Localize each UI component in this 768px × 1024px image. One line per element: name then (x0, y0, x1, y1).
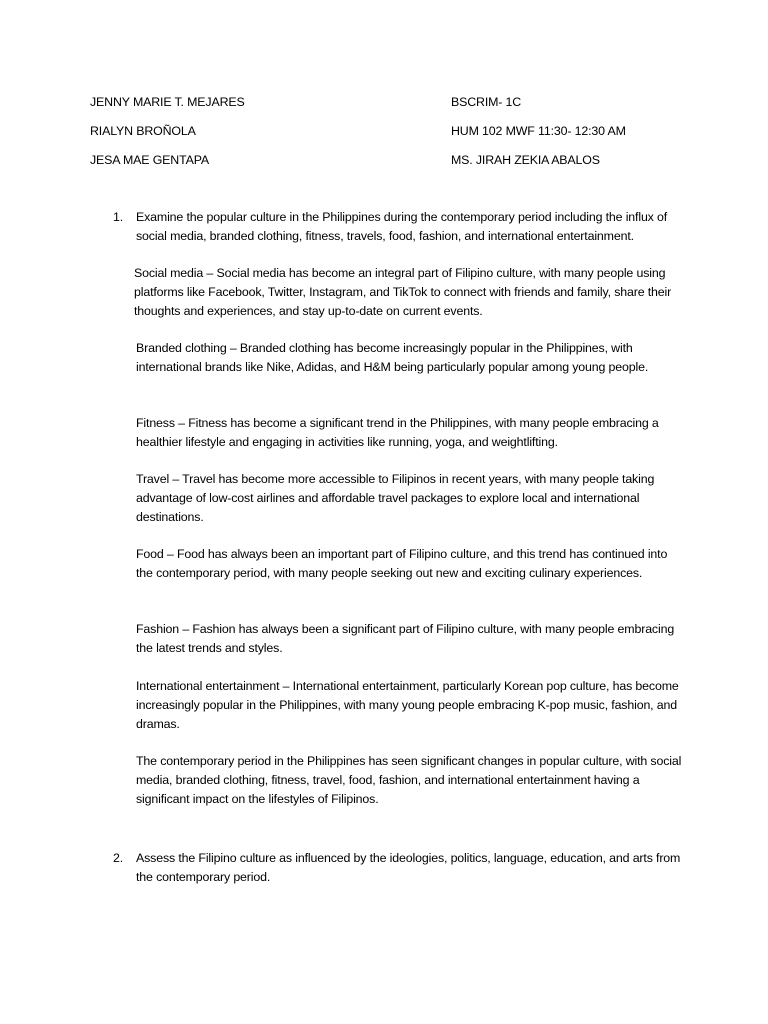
student-name-2: RIALYN BROÑOLA (90, 124, 196, 138)
paragraph-fashion: Fashion – Fashion has always been a significant part of Filipino culture, with many people embracing the latest trends and styles. (136, 622, 675, 655)
paragraph-fitness: Fitness – Fitness has become a significant trend in the Philippines, with many people embracing a healthier lifestyle and engaging in activities like running, yoga, and weightlifting. (136, 416, 659, 449)
question-number: 2. (113, 851, 124, 865)
class-schedule: HUM 102 MWF 11:30- 12:30 AM (451, 124, 626, 138)
question-number: 1. (113, 210, 124, 224)
instructor-name: MS. JIRAH ZEKIA ABALOS (451, 153, 600, 167)
paragraph-conclusion: The contemporary period in the Philippines has seen significant changes in popular culture, with social media, branded clothing, fitness, travel, food, fashion, and international entertainment having a significant impact on the lifestyles of Filipinos. (136, 754, 682, 806)
question-text: Assess the Filipino culture as influenced by the ideologies, politics, language, education, and arts from the contemporary period. (136, 851, 681, 884)
paragraph-social-media: Social media – Social media has become an integral part of Filipino culture, with many people using platforms like Facebook, Twitter, Instagram, and TikTok to connect with friends and family, share their thoughts and experiences, and stay up-to-date on current events. (134, 266, 672, 318)
paragraph-food: Food – Food has always been an important part of Filipino culture, and this trend has continued into the contemporary period, with many people seeking out new and exciting culinary experiences. (136, 547, 668, 580)
student-name-3: JESA MAE GENTAPA (90, 153, 210, 167)
student-name-1: JENNY MARIE T. MEJARES (90, 95, 245, 109)
question-text: Examine the popular culture in the Philippines during the contemporary period including the influx of social media, branded clothing, fitness, travels, food, fashion, and international entertainment. (136, 210, 668, 243)
course-section: BSCRIM- 1C (451, 95, 522, 109)
paragraph-international-entertainment: International entertainment – International entertainment, particularly Korean pop culture, has become increasingly popular in the Philippines, with many young people embracing K-pop music, fashion, and dramas. (136, 679, 679, 731)
paragraph-travel: Travel – Travel has become more accessible to Filipinos in recent years, with many people taking advantage of low-cost airlines and affordable travel packages to explore local and international destinations. (136, 472, 655, 524)
paragraph-branded-clothing: Branded clothing – Branded clothing has become increasingly popular in the Philippines, with international brands like Nike, Adidas, and H&M being particularly popular among young people. (136, 341, 649, 374)
